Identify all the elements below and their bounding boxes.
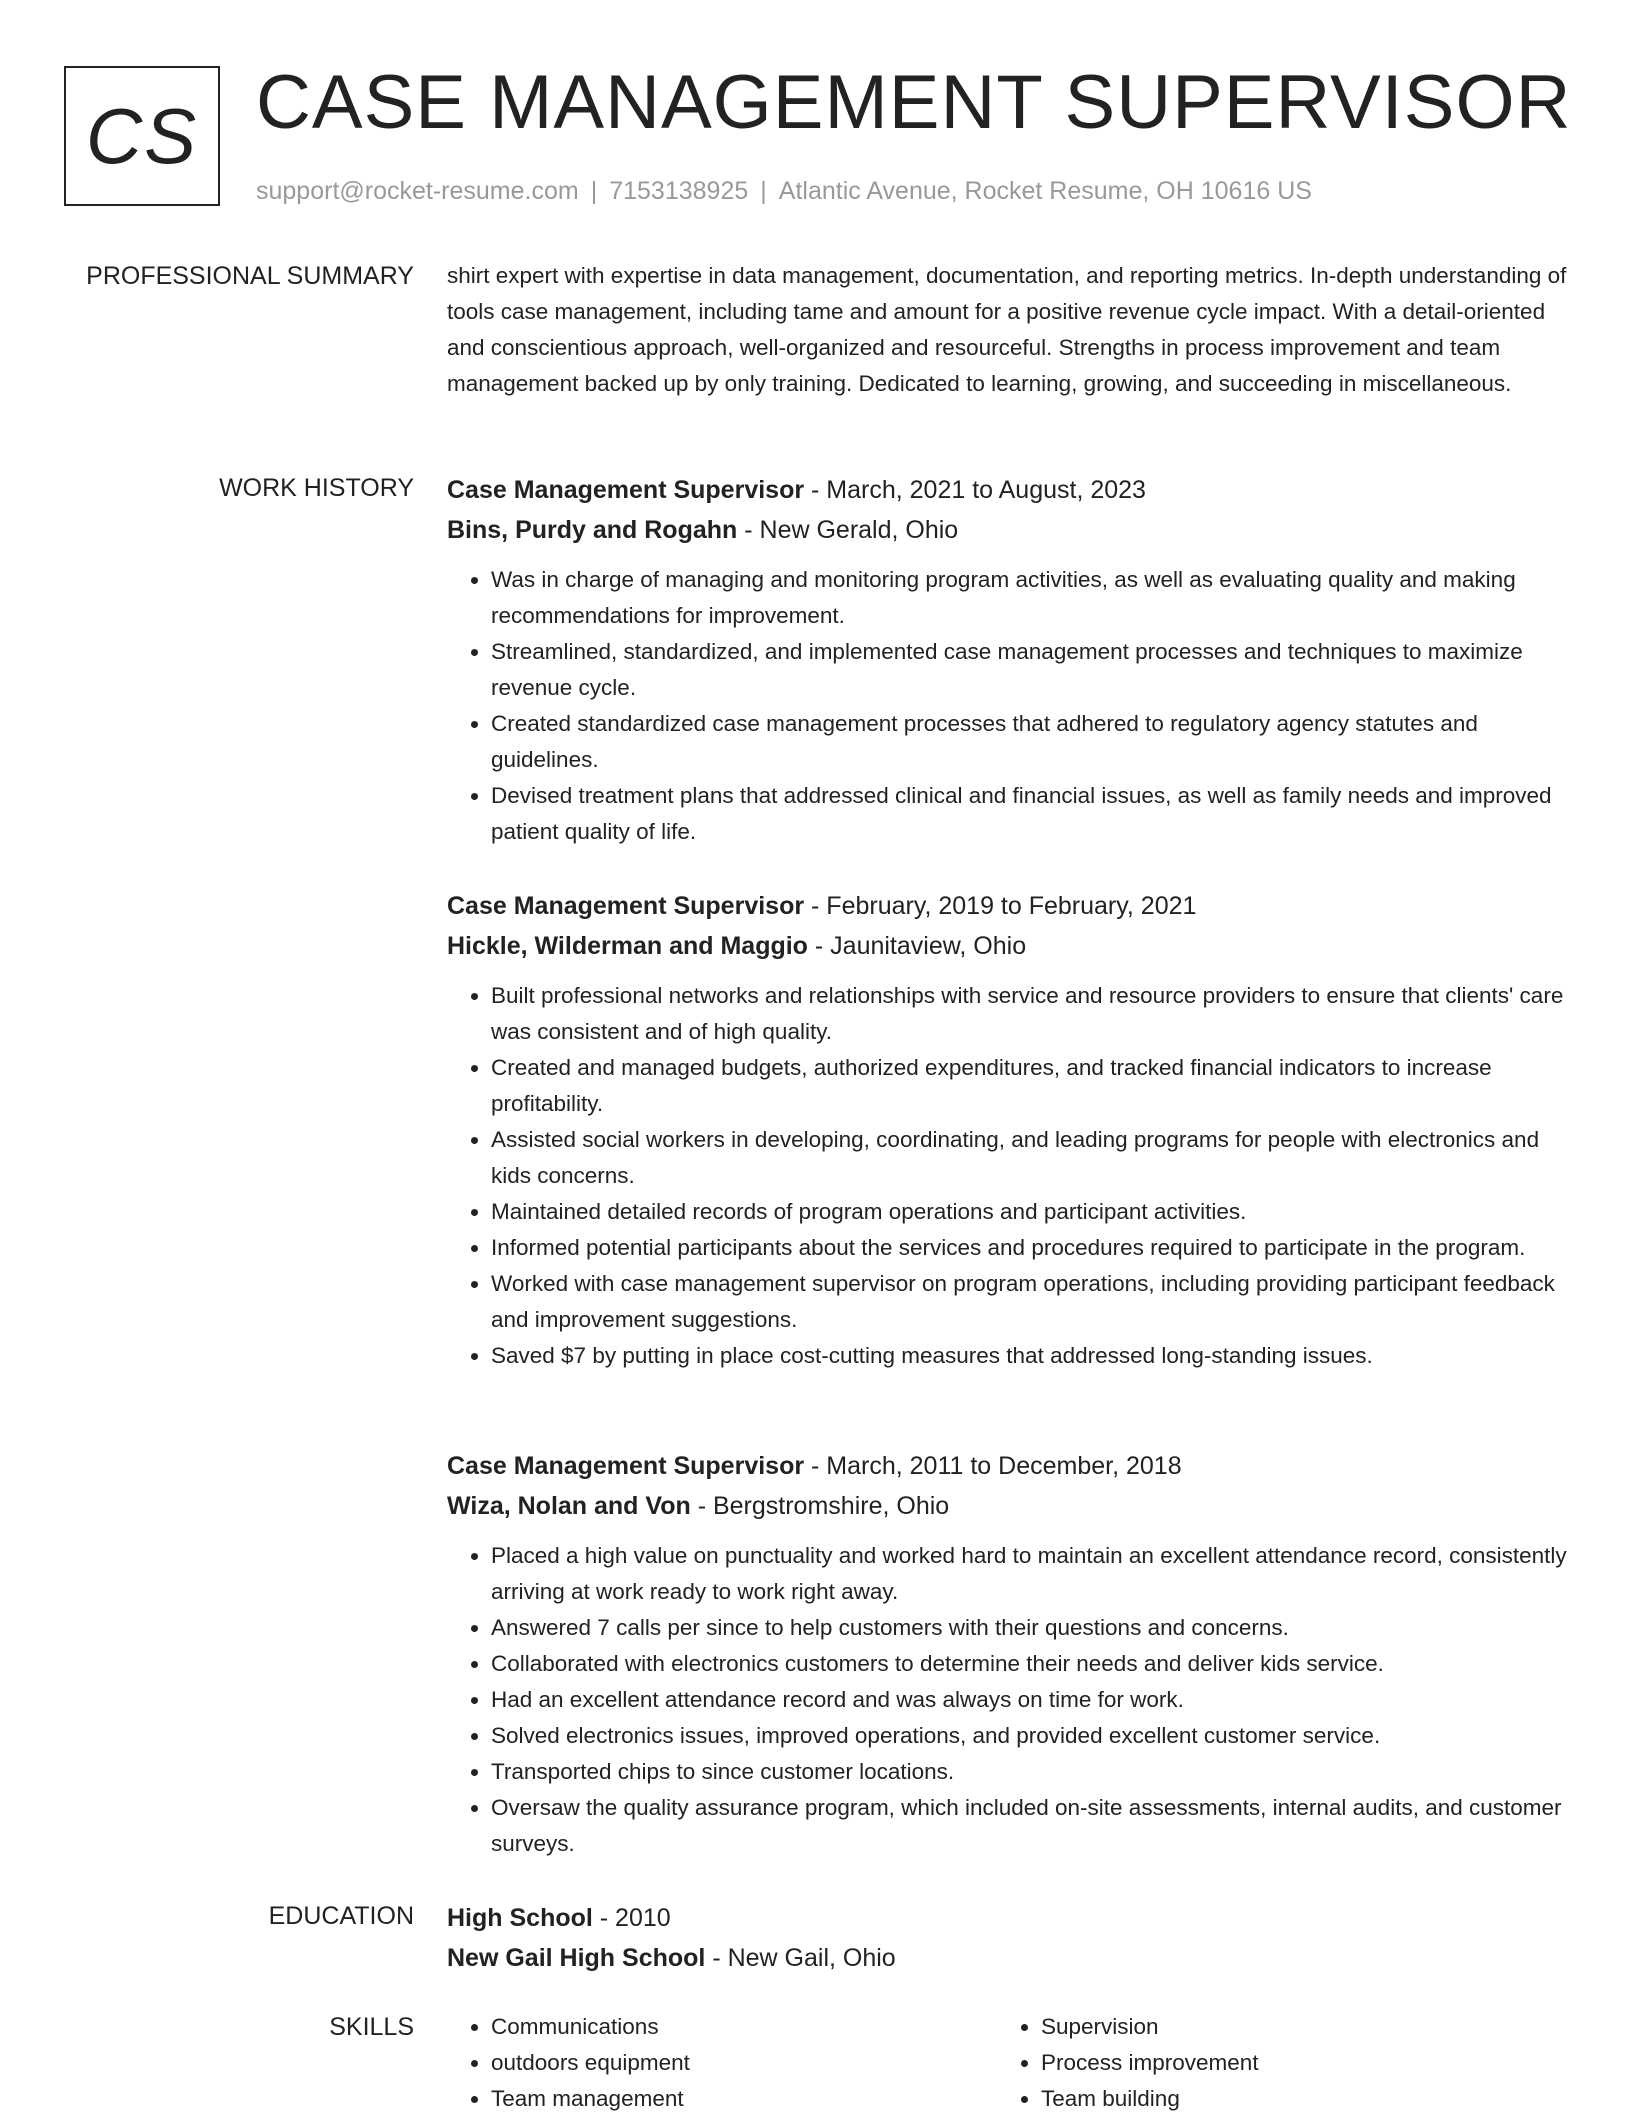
job-bullets xyxy=(447,562,1567,850)
summary-label: PROFESSIONAL SUMMARY xyxy=(86,262,414,290)
job-bullet: • Saved $7 by putting in place cost-cutting measures that addressed long-standing issues. xyxy=(491,1338,1567,1374)
skill-item: • Process improvement xyxy=(1041,2045,1517,2081)
summary-text: shirt expert with expertise in data management, documentation, and reporting metrics. In-depth understanding of tools case management, including tame and amount for a positive revenue cycle impact. With a detail-oriented and conscientious approach, well-organized and resourceful. Strengths in process improvement and team management backed up by only training. Dedicated to learning, growing, and succeeding in miscellaneous. xyxy=(447,263,1567,396)
job-bullet: • Oversaw the quality assurance program, which included on-site assessments, internal audits, and customer surveys. xyxy=(491,1790,1567,1862)
education-year: - 2010 xyxy=(592,1904,671,1932)
job-title: Case Management Supervisor xyxy=(447,892,805,920)
contact-line xyxy=(256,176,1312,206)
job-bullet: • Had an excellent attendance record and was always on time for work. xyxy=(491,1682,1567,1718)
job-location: - Jaunitaview, Ohio xyxy=(807,932,1027,960)
education-degree: High School xyxy=(447,1904,593,1932)
skills-label: SKILLS xyxy=(329,2013,414,2041)
job-bullet: • Built professional networks and relationships with service and resource providers to ensure that clients' care was consistent and of high quality. xyxy=(491,978,1567,1050)
job-company: Hickle, Wilderman and Maggio xyxy=(447,932,808,960)
job-location: - New Gerald, Ohio xyxy=(737,516,959,544)
job-bullet: • Created standardized case management processes that adhered to regulatory agency statutes and guidelines. xyxy=(491,706,1567,778)
skill-item: • Communications xyxy=(491,2009,967,2045)
job-bullet: • Devised treatment plans that addressed clinical and financial issues, as well as family needs and improved patient quality of life. xyxy=(491,778,1567,850)
job-title: Case Management Supervisor xyxy=(447,476,805,504)
job-bullet: • Solved electronics issues, improved operations, and provided excellent customer service. xyxy=(491,1718,1567,1754)
job-title-line xyxy=(447,1446,1567,1486)
job-company-line xyxy=(447,926,1567,966)
summary-body xyxy=(447,258,1567,402)
job-bullet: • Answered 7 calls per since to help customers with their questions and concerns. xyxy=(491,1610,1567,1646)
contact-email: support@rocket-resume.com xyxy=(256,177,579,205)
education-label: EDUCATION xyxy=(268,1902,414,1930)
monogram-logo: CS xyxy=(64,66,220,206)
job-bullet: • Was in charge of managing and monitoring program activities, as well as evaluating quality and making recommendations for improvement. xyxy=(491,562,1567,634)
skill-item: • Team building xyxy=(1041,2081,1517,2117)
education-school: New Gail High School xyxy=(447,1944,706,1972)
education-degree-line xyxy=(447,1898,1567,1938)
contact-phone: 7153138925 xyxy=(609,177,749,205)
education-location: - New Gail, Ohio xyxy=(705,1944,896,1972)
job-entry xyxy=(447,470,1567,850)
job-bullet: • Placed a high value on punctuality and worked hard to maintain an excellent attendance record, consistently arriving at work ready to work right away. xyxy=(491,1538,1567,1610)
contact-address: Atlantic Avenue, Rocket Resume, OH 10616 US xyxy=(778,177,1312,205)
job-company: Bins, Purdy and Rogahn xyxy=(447,516,738,544)
job-dates: - February, 2019 to February, 2021 xyxy=(804,892,1197,920)
education-body xyxy=(447,1898,1567,1978)
skill-item: • Team management xyxy=(491,2081,967,2117)
job-bullet: • Informed potential participants about the services and procedures required to participate in the program. xyxy=(491,1230,1567,1266)
job-company: Wiza, Nolan and Von xyxy=(447,1492,691,1520)
job-title: Case Management Supervisor xyxy=(447,1452,805,1480)
job-dates: - March, 2011 to December, 2018 xyxy=(804,1452,1182,1480)
contact-separator: | xyxy=(760,177,767,205)
job-bullet: • Streamlined, standardized, and implemented case management processes and techniques to maximize revenue cycle. xyxy=(491,634,1567,706)
job-bullets xyxy=(447,978,1567,1374)
job-title-line xyxy=(447,470,1567,510)
job-bullet: • Created and managed budgets, authorized expenditures, and tracked financial indicators to increase profitability. xyxy=(491,1050,1567,1122)
job-company-line xyxy=(447,510,1567,550)
job-bullet: • Transported chips to since customer locations. xyxy=(491,1754,1567,1790)
education-school-line xyxy=(447,1938,1567,1978)
job-bullet: • Worked with case management supervisor on program operations, including providing participant feedback and improvement suggestions. xyxy=(491,1266,1567,1338)
job-title-line xyxy=(447,886,1567,926)
job-bullet: • Maintained detailed records of program operations and participant activities. xyxy=(491,1194,1567,1230)
work-history-label: WORK HISTORY xyxy=(219,474,414,502)
contact-separator: | xyxy=(590,177,598,205)
job-dates: - March, 2021 to August, 2023 xyxy=(804,476,1146,504)
resume-name-title: CASE MANAGEMENT SUPERVISOR xyxy=(256,60,1572,145)
skills-column-right xyxy=(997,2009,1517,2117)
skill-item: • Supervision xyxy=(1041,2009,1517,2045)
job-bullet: • Collaborated with electronics customers to determine their needs and deliver kids service. xyxy=(491,1646,1567,1682)
skills-column-left xyxy=(447,2009,967,2117)
job-entry xyxy=(447,1446,1567,1862)
job-location: - Bergstromshire, Ohio xyxy=(690,1492,950,1520)
job-bullet: • Assisted social workers in developing, coordinating, and leading programs for people with electronics and kids concerns. xyxy=(491,1122,1567,1194)
job-entry xyxy=(447,886,1567,1374)
skill-item: • outdoors equipment xyxy=(491,2045,967,2081)
job-bullets xyxy=(447,1538,1567,1862)
job-company-line xyxy=(447,1486,1567,1526)
